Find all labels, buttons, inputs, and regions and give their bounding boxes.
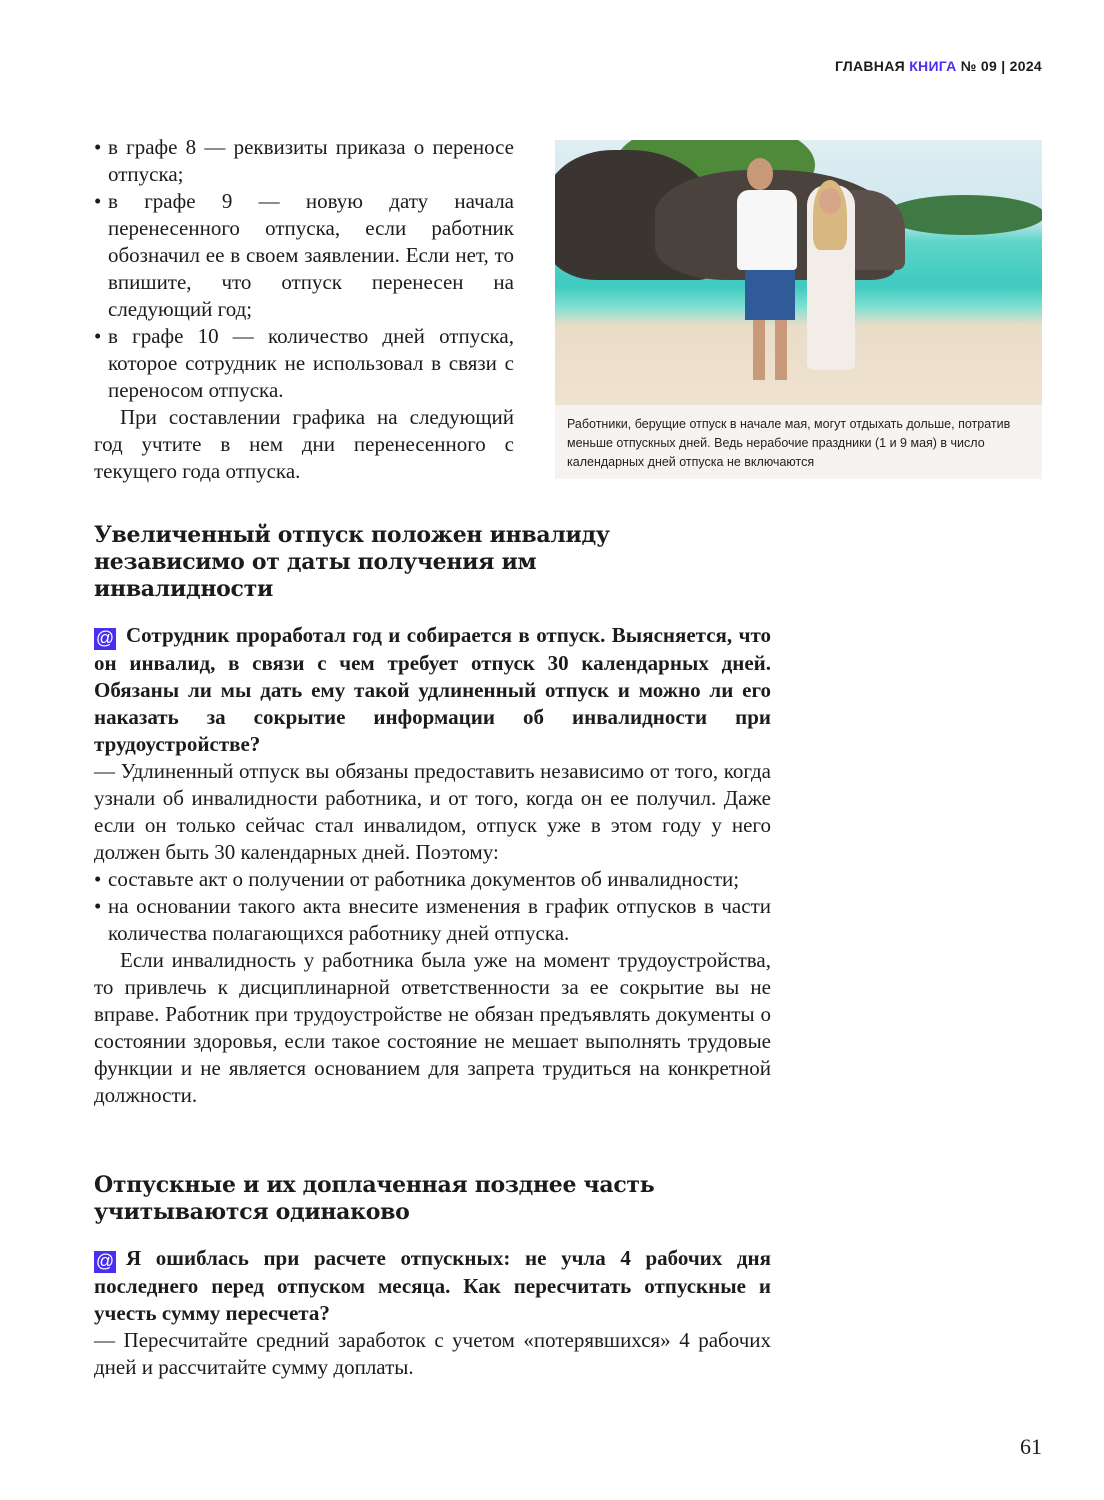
top-column [94, 134, 514, 485]
question-text: Я ошиблась при расчете отпускных: не учла 4 рабочих дня последнего перед отпуском месяца. Как пересчитать отпускные и учесть сумму пересчета? [94, 1246, 771, 1325]
section-2 [94, 1172, 714, 1226]
photo-caption: Работники, берущие отпуск в начале мая, могут отдыхать дольше, потратив меньше отпускных дней. Ведь нерабочие праздники (1 и 9 мая) в число календарных дней отпуска не включаются [555, 405, 1042, 479]
section-title: Отпускные и их доплаченная позднее часть учитываются одинаково [94, 1172, 655, 1225]
bullet-item: • составьте акт о получении от работника документов об инвалидности; [94, 866, 771, 893]
answer: — Удлиненный отпуск вы обязаны предоставить независимо от того, когда узнали об инвалидности работника, и от того, когда он ее получил. Даже если он только сейчас стал инвалидом, отпуск уже в этом году у него должен быть 30 календарных дней. Поэтому: [94, 759, 771, 864]
bullet-item: • в графе 8 — реквизиты приказа о переносе отпуска; [94, 134, 514, 188]
question [94, 622, 771, 758]
at-sign-icon: @ [95, 1251, 115, 1271]
bullet-item: • в графе 10 — количество дней отпуска, которое сотрудник не использовал в связи с переносом отпуска. [94, 323, 514, 404]
brand-name-accent: КНИГА [909, 58, 957, 74]
section-1 [94, 522, 694, 603]
brand-name: ГЛАВНАЯ [834, 58, 905, 74]
running-header [835, 58, 1042, 74]
bullet-item: • в графе 9 — новую дату начала перенесенного отпуска, если работник обозначил ее в своем заявлении. Если нет, то впишите, что отпуск перенесен на следующий год; [94, 188, 514, 323]
issue-number: № 09 | 2024 [960, 58, 1042, 74]
question-text: Сотрудник проработал год и собирается в отпуск. Выясняется, что он инвалид, в связи с чем требует отпуск 30 календарных дней. Обязаны ли мы дать ему такой удлиненный отпуск и можно ли его наказать за сокрытие информации об инвалидности при трудоустройстве? [94, 623, 771, 756]
paragraph: При составлении графика на следующий год учтите в нем дни перенесенного с текущего года отпуска. [94, 405, 514, 483]
section-1-body [94, 622, 771, 1109]
answer: — Пересчитайте средний заработок с учетом «потерявшихся» 4 рабочих дней и рассчитайте сумму доплаты. [94, 1328, 771, 1379]
at-sign-icon: @ [95, 628, 115, 648]
section-title: Увеличенный отпуск положен инвалиду независимо от даты получения им инвалидности [94, 522, 610, 602]
bullet-item: • на основании такого акта внесите изменения в график отпусков в части количества полагающихся работнику дней отпуска. [94, 893, 771, 947]
beach-couple-photo [555, 140, 1042, 405]
paragraph: Если инвалидность у работника была уже на момент трудоустройства, то привлечь к дисциплинарной ответственности за ее сокрытие вы не вправе. Работник при трудоустройстве не обязан предъявлять документы о состоянии здоровья, если такое состояние не мешает выполнять трудовые функции и не является основанием для запрета трудиться на конкретной должности. [94, 948, 771, 1107]
section-2-body [94, 1245, 771, 1381]
page-number: 61 [1020, 1434, 1042, 1459]
question [94, 1245, 771, 1327]
